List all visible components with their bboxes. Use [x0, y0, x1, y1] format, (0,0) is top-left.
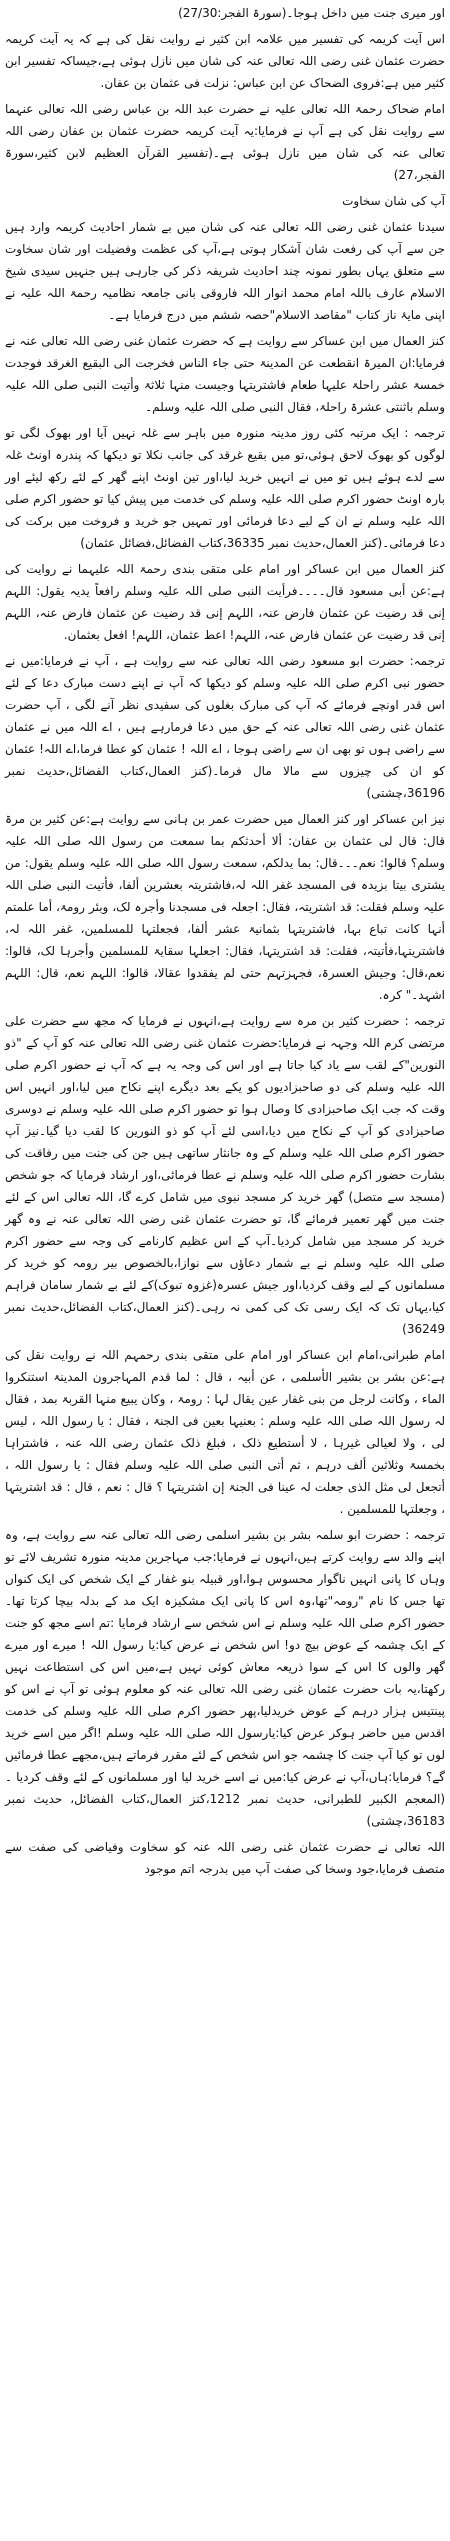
paragraph: اس آیت کریمہ کی تفسیر میں علامہ ابن کثیر نے روایت نقل کی ہے کہ یہ آیت کریمہ حضرت عثمان غنی رضی اللہ تعالی عنہ کی شان میں نازل ہوئی ہے،جیساکہ تفسیر ابن کثیر میں ہے:فروی الضحاک عن ابن عباس: نزلت فی عثمان بن عفان. [5, 32, 445, 90]
paragraph: ترجمہ : ایک مرتبہ کئی روز مدینہ منورہ میں باہر سے غلہ نہیں آیا اور بھوک لگی تو لوگوں کو بھوک لاحق ہوئی،تو میں بقیع غرقد کی جانب نکلا تو دیکھا کہ پندرہ اونٹ غلہ سے لدے ہوئے ہیں تو میں نے انہیں خرید لیا،اور تین اونٹ اپنے گھر کے لئے رکھ لیئے اور بارہ اونٹ حضور اکرم صلی اللہ علیہ وسلم کی خدمت میں پیش کیا تو حضور اکرم صلی اللہ علیہ وسلم نے ان کے لیے دعا فرمائی اور تمہیں جو خرید و فروخت میں برکت کی دعا فرمائی۔(کنز العمال،حدیث نمبر 36335،کتاب الفضائل،فضائل عثمان) [5, 426, 445, 550]
paragraph: کنز العمال میں ابن عساکر اور امام علی متقی بندی رحمۃ اللہ علیہما نے روایت کی ہے:عن أبی مسعود قال۔۔۔۔فرأیت النبی صلی اللہ علیہ وسلم رافعاً یدیہ یقول: اللہم إنی قد رضیت عن عثمان فارض عنہ، اللہم إنی قد رضیت عن عثمان فارض عنہ، اللہم إنی قد رضیت عن عثمان فارض عنہ، اللہم! اعط عثمان، اللہم! افعل بعثمان. [5, 562, 445, 642]
paragraph: امام ضحاک رحمۃ اللہ تعالی علیہ نے حضرت عبد اللہ بن عباس رضی اللہ تعالی عنہما سے روایت نقل کی ہے آپ نے فرمایا:یہ آیت کریمہ حضرت عثمان بن عفان رضی اللہ تعالی عنہ کی شان میں نازل ہوئی ہے۔(تفسیر القرآن العظیم لابن کثیر،سورۃ الفجر،27) [5, 102, 445, 182]
paragraph: اللہ تعالی نے حضرت عثمان غنی رضی اللہ عنہ کو سخاوت وفیاضی کی صفت سے متصف فرمایا،جود وسخا کی صفت آپ میں بدرجہ اتم موجود [5, 1840, 445, 1876]
paragraph: ترجمہ: حضرت ابو مسعود رضی اللہ تعالی عنہ سے روایت ہے ، آپ نے فرمایا:میں نے حضور نبی اکرم صلی اللہ علیہ وسلم کو دیکھا کہ آپ نے اپنے دست مبارک دعا کے لئے اس قدر اونچے فرمائے کہ آپ کی مبارک بغلوں کی سفیدی نظر آنے لگی ، آپ حضرت عثمان غنی رضی اللہ تعالی عنہ کے حق میں دعا فرمارہے ہیں ، اے اللہ میں نے عثمان سے راضی ہوں تو بھی ان سے راضی ہوجا ، اے اللہ ! عثمان کو عطا فرما،اے اللہ! عثمان کو ان کی چیزوں سے مالا مال فرما۔(کنز العمال،کتاب الفضائل،حدیث نمبر 36196،چشتی) [5, 654, 445, 800]
paragraph: کنز العمال میں ابن عساکر سے روایت ہے کہ حضرت عثمان غنی رضی اللہ تعالی عنہ نے فرمایا:ان المیرۃ انقطعت عن المدینۃ حتی جاء الناس فخرجت الی البقیع الغرقد فوجدت خمسۃ عشر راحلۃ علیہا طعام فاشتریتہا وجیست منہا ثلاثۃ وأتیت النبی صلی اللہ علیہ وسلم باثنتی عشرۃ راحلۃ، فقال النبی صلی اللہ علیہ وسلم۔ [5, 334, 445, 414]
paragraph: ترجمہ : حضرت کثیر بن مرہ سے روایت ہے،انہوں نے فرمایا کہ مجھ سے حضرت علی مرتضی کرم اللہ وجہہ نے فرمایا:حضرت عثمان غنی رضی اللہ تعالی عنہ کو آپ کے "ذو النورین"کے لقب سے یاد کیا جاتا ہے اور اس کی وجہ یہ ہے کہ آپ نے حضور اکرم صلی اللہ علیہ وسلم کی دو صاحبزادیوں کو یکے بعد دیگرے اپنے نکاح میں لیا،اور انہیں اس وقت کہ جب ایک صاحبزادی کا وصال ہوا تو حضور اکرم صلی اللہ علیہ وسلم نے دوسری صاحبزادی کو آپ کے نکاح میں دیا،اسی لئے آپ کو ذو النورین کا لقب دیا گیا۔نیز آپ حضور اکرم صلی اللہ علیہ وسلم کے وہ جانثار ساتھی ہیں جن کی جنت میں رفاقت کی بشارت حضور اکرم صلی اللہ علیہ وسلم نے عطا فرمائی،اور ارشاد فرمایا کہ جو شخص (مسجد سے متصل) گھر خرید کر مسجد نبوی میں شامل کرے گا، اللہ تعالی اس کے لئے جنت میں گھر تعمیر فرمائے گا، تو حضرت عثمان غنی رضی اللہ تعالی عنہ نے وہ گھر خرید کر مسجد میں شامل کردیا۔آپ کے اس عظیم کارنامے کی وجہ سے حضور اکرم صلی اللہ علیہ وسلم نے بے شمار دعاؤں سے نوازا،بالخصوص بیر رومہ کو خرید کر مسلمانوں کے لیے وقف کردیا،اور جیش عسرہ(غزوہ تبوک)کے لئے بے شمار سامان فراہم کیا،یہاں تک کہ ایک رسی تک کی کمی نہ رہی۔(کنز العمال،کتاب الفضائل،حدیث نمبر 36249) [5, 1014, 445, 1336]
paragraph: سیدنا عثمان غنی رضی اللہ تعالی عنہ کی شان میں بے شمار احادیث کریمہ وارد ہیں جن سے آپ کی رفعت شان آشکار ہوتی ہے،آپ کی عظمت وفضیلت اور شان سخاوت سے متعلق یہاں بطور نمونہ چند احادیث شریفہ ذکر کی جارہی ہیں جنہیں سیدی شیخ الاسلام عارف باللہ امام محمد انوار اللہ فاروقی بانی جامعہ نظامیہ رحمۃ اللہ علیہ نے اپنی مایۂ ناز کتاب "مقاصد الاسلام"حصہ ششم میں درج فرمایا ہے۔ [5, 220, 445, 322]
section-heading: آپ کی شان سخاوت [342, 194, 445, 208]
paragraph: اور میری جنت میں داخل ہوجا۔(سورۃ الفجر:27/30) [178, 6, 445, 20]
paragraph: امام طبرانی،امام ابن عساکر اور امام علی متقی بندی رحمہم اللہ نے روایت نقل کی ہے:عن بشر بن بشیر الأسلمی ، عن أبیہ ، قال : لما قدم المہاجرون المدینۃ استنکروا الماء ، وکانت لرجل من بنی غفار عین یقال لہا : رومۃ ، وکان یبیع منہا القربۃ بمد ، فقال لہ رسول اللہ صلی اللہ علیہ وسلم : بعنیہا بعین فی الجنۃ ، فقال : یا رسول اللہ ، لیس لی ، ولا لعیالی غیرہا ، لا أستطیع ذلک ، فبلغ ذلک عثمان رضی اللہ عنہ ، فاشتراہا بخمسۃ وثلاثین ألف درہم ، ثم أتی النبی صلی اللہ علیہ وسلم فقال : یا رسول اللہ ، أتجعل لی مثل الذی جعلت لہ عینا فی الجنۃ إن اشتریتہا ؟ قال : نعم ، قال : قد اشتریتہا ، وجعلتہا للمسلمین . [5, 1348, 445, 1516]
paragraph: نیز ابن عساکر اور کنز العمال میں حضرت عمر بن ہانی سے روایت ہے:عن کثیر بن مرۃ قال: قال لی عثمان بن عفان: ألا أحدثکم بما سمعت من رسول اللہ صلی اللہ علیہ وسلم؟ قالوا: نعم۔۔۔قال: بما یدلکم، سمعت رسول اللہ صلی اللہ علیہ وسلم یقول: من یشتری بیتا بزیدہ فی المسجد غفر اللہ لہ،فاشتریتہ بعشرین ألفا، فأتیت النبی صلی اللہ علیہ وسلم فقلت: قد اشتریتہ، فقال: اجعلہ فی مسجدنا وأجرہ لک، وبئر رومۃ، أما علمتم أنہا کانت تباع بہا، فاشتریتہا بثمانیۃ عشر ألفا، فجعلتہا للمسلمین، غفر اللہ لہ، فاشتریتہا،فأتیتہ، فقلت: قد اشتریتہا، فقال: اجعلہا سقایۃ للمسلمین وأجرہا لک، قالوا: نعم،قال: وجیش العسرۃ، فجہزتہم حتی لم یفقدوا عقالا، قالوا: اللہم نعم، قال: اللہم اشہد۔" کرہ. [5, 812, 445, 1002]
paragraph: ترجمہ : حضرت ابو سلمہ بشر بن بشیر اسلمی رضی اللہ تعالی عنہ سے روایت ہے، وہ اپنے والد سے روایت کرتے ہیں،انہوں نے فرمایا:جب مہاجرین مدینہ منورہ تشریف لائے تو وہاں کا پانی انہیں ناگوار محسوس ہوا،اور قبیلہ بنو غفار کے ایک شخص کی ایک کنواں تھا جس کا نام "رومہ"تھا،وہ اس کا پانی ایک مشکیزہ ایک مد کے بدلہ بیچا کرتا تھا۔حضور اکرم صلی اللہ علیہ وسلم نے اس شخص سے ارشاد فرمایا :تم اسے مجھ کو جنت کے ایک چشمہ کے عوض بیچ دو! اس شخص نے عرض کیا:یا رسول اللہ ! میرے اور میرے گھر والوں کا اس کے سوا ذریعہ معاش کوئی نہیں ہے،میں اس کی استطاعت نہیں رکھتا،یہ بات حضرت عثمان غنی رضی اللہ تعالی عنہ کو معلوم ہوئی تو آپ نے اس کو پینتیس ہزار درہم کے عوض خریدلیا،پھر حضور اکرم صلی اللہ علیہ وسلم کی خدمت اقدس میں حاضر ہوکر عرض کیا:یارسول اللہ صلی اللہ علیہ وسلم !اگر میں اسے خرید لوں تو کیا آپ جنت کا چشمہ جو اس شخص کے لئے مقرر فرماتے ہیں،مجھے عطا فرمائیں گے؟ فرمایا:ہاں،آپ نے عرض کیا:میں نے اسے خرید لیا اور مسلمانوں کے لئے وقف کردیا ۔(المعجم الکبیر للطبرانی، حدیث نمبر 1212،کنز العمال،کتاب الفضائل، حدیث نمبر 36183،چشتی) [5, 1528, 445, 1828]
